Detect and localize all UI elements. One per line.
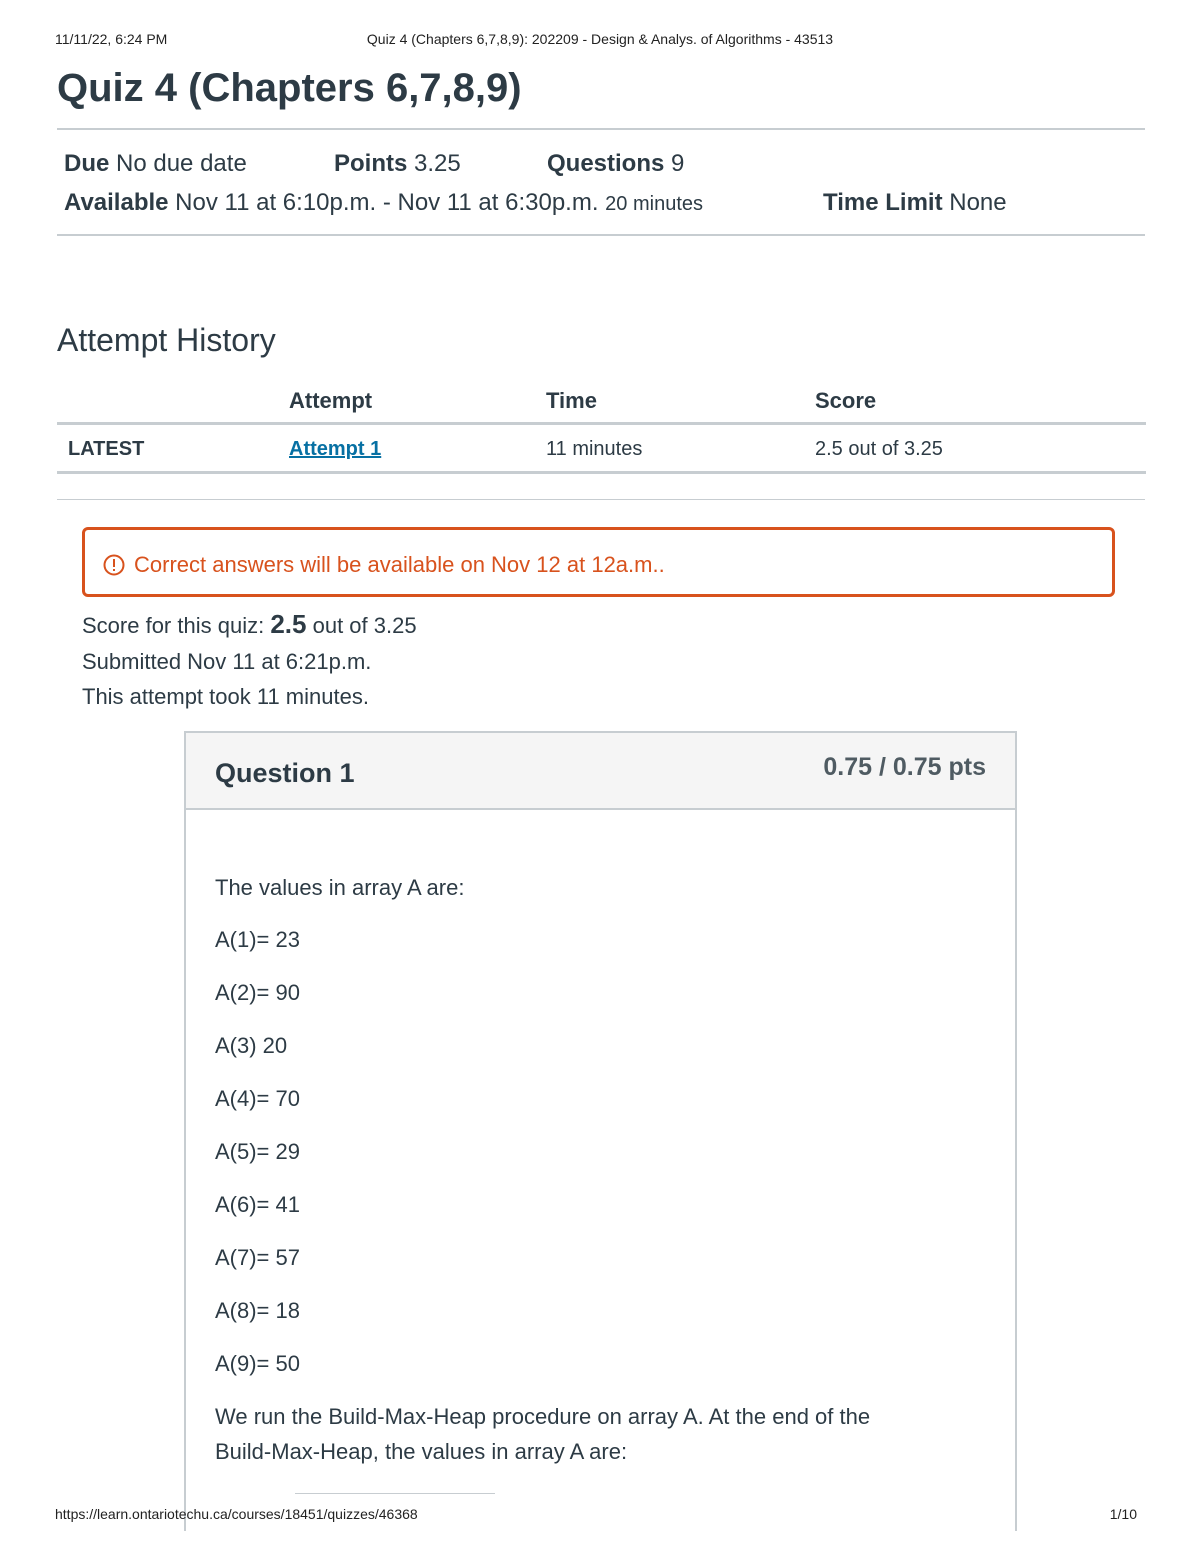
column-header-time: Time [546, 388, 597, 413]
print-url: https://learn.ontariotechu.ca/courses/18451/quizzes/46368 [55, 1506, 418, 1522]
divider [57, 499, 1145, 500]
available-info [64, 189, 703, 217]
attempt-link[interactable]: Attempt 1 [289, 438, 382, 460]
time-limit-label: Time Limit [823, 189, 943, 216]
attempt-history-title: Attempt History [57, 322, 276, 358]
score-value: 2.5 [270, 609, 307, 639]
available-label: Available [64, 189, 169, 216]
available-duration: 20 minutes [605, 193, 704, 215]
print-date: 11/11/22, 6:24 PM [55, 31, 168, 47]
table-row [57, 425, 1146, 474]
score-suffix: out of 3.25 [312, 613, 417, 638]
attempt-time: 11 minutes [546, 438, 643, 460]
divider [57, 128, 1145, 130]
questions-info [547, 150, 684, 178]
print-document-title: Quiz 4 (Chapters 6,7,8,9): 202209 - Design & Analys. of Algorithms - 43513 [366, 31, 834, 47]
column-header-attempt: Attempt [289, 388, 373, 413]
latest-label: LATEST [68, 438, 145, 460]
print-page-number: 1/10 [1109, 1506, 1137, 1522]
available-value: Nov 11 at 6:10p.m. - Nov 11 at 6:30p.m. [175, 189, 599, 216]
due-info [64, 150, 247, 178]
print-header [55, 31, 1145, 49]
quiz-score-line [82, 609, 417, 640]
attempt-duration-text: This attempt took 11 minutes. [82, 684, 369, 709]
submitted-text: Submitted Nov 11 at 6:21p.m. [82, 649, 372, 674]
answer-area [295, 1493, 495, 1500]
array-value-line: A(2)= 90 [215, 980, 300, 1005]
time-limit-value: None [949, 189, 1007, 216]
correct-answers-alert [82, 527, 1115, 597]
table-header-row [57, 380, 1146, 425]
divider [57, 234, 1145, 236]
column-header-score: Score [815, 388, 877, 413]
array-value-line: A(3) 20 [215, 1033, 288, 1058]
score-prefix: Score for this quiz: [82, 613, 265, 638]
array-value-line: A(4)= 70 [215, 1086, 300, 1111]
print-footer [55, 1506, 1145, 1524]
array-value-line: A(1)= 23 [215, 927, 300, 952]
question-header [186, 733, 1015, 810]
question-points: 0.75 / 0.75 pts [823, 753, 986, 781]
attempt-history-table [57, 380, 1146, 474]
questions-label: Questions [547, 150, 665, 177]
array-value-line: A(8)= 18 [215, 1298, 300, 1323]
array-value-line: A(9)= 50 [215, 1351, 300, 1376]
points-info [334, 150, 461, 178]
alert-text: Correct answers will be available on Nov 12 at 12a.m.. [134, 552, 665, 577]
question-title: Question 1 [215, 758, 355, 788]
question-text-line: Build-Max-Heap, the values in array A are: [215, 1439, 628, 1464]
warning-circle-icon [103, 554, 125, 576]
array-value-line: A(7)= 57 [215, 1245, 300, 1270]
time-limit-info [823, 189, 1007, 217]
page-title: Quiz 4 (Chapters 6,7,8,9) [57, 66, 522, 110]
question-card [184, 731, 1017, 1531]
due-value: No due date [116, 150, 247, 177]
attempt-score: 2.5 out of 3.25 [815, 438, 943, 460]
question-text-line: The values in array A are: [215, 875, 465, 900]
questions-value: 9 [671, 150, 685, 177]
points-label: Points [334, 150, 408, 177]
array-value-line: A(6)= 41 [215, 1192, 300, 1217]
due-label: Due [64, 150, 110, 177]
points-value: 3.25 [414, 150, 461, 177]
question-text-line: We run the Build-Max-Heap procedure on array A. At the end of the [215, 1404, 871, 1429]
array-value-line: A(5)= 29 [215, 1139, 300, 1164]
